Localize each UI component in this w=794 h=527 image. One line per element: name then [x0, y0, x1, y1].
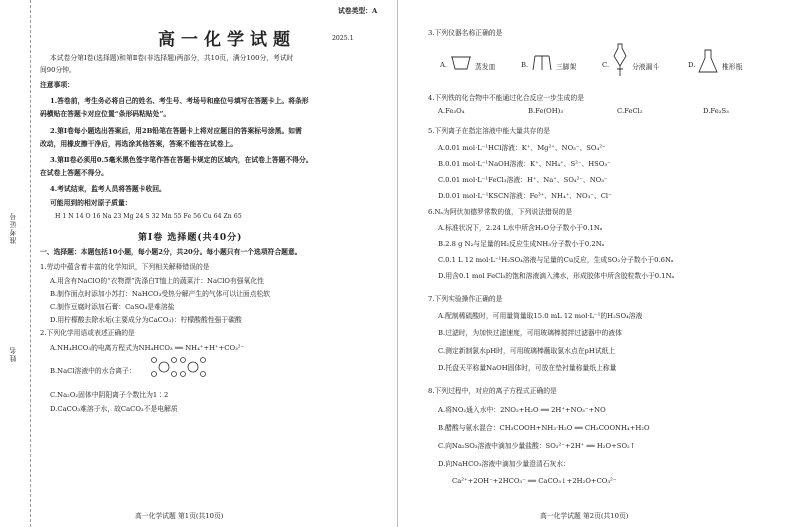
q6-option-b: B.2.8 g N₂与足量的H₂反应生成NH₃分子数小于0.2Nₐ [438, 240, 605, 248]
q8-stem: 8.下列过程中，对应的离子方程式正确的是 [428, 387, 557, 395]
q8-option-d-equation: Ca²⁺+2OH⁻+2HCO₃⁻ ══ CaCO₃↓+2H₂O+CO₃²⁻ [452, 477, 617, 485]
q1-option-d: D.用柠檬酸去除水垢(主要成分为CaCO₃)：柠檬酸酸性强于碳酸 [50, 316, 242, 324]
notice-1b: 码横贴在答题卡对应位置“条形码粘贴处”。 [40, 110, 171, 118]
q3-label-a: 蒸发皿 [475, 63, 496, 71]
q5-stem: 5.下列离子在指定溶液中能大量共存的是 [428, 127, 551, 135]
intro-line-1: 本试卷分第Ⅰ卷(选择题)和第Ⅱ卷(非选择题)两部分，共10页，满分100分，考试时 [50, 54, 294, 62]
q4-stem: 4.下列铁的化合物中不能通过化合反应一步生成的是 [428, 94, 585, 102]
atomic-masses: H 1 N 14 O 16 Na 23 Mg 24 S 32 Mn 55 Fe 56 Cu 64 Zn 65 [55, 213, 242, 220]
q4-option-a: A.Fe₃O₄ [438, 107, 465, 115]
q1-stem: 1.劳动中蕴含着丰富的化学知识，下列相关解释错误的是 [40, 263, 210, 271]
notice-4: 4.考试结束，监考人员将答题卡收回。 [50, 185, 166, 193]
q3-option-b: B. [521, 61, 529, 69]
q2-option-a: A.NH₄HCO₃的电离方程式为NH₄HCO₃ ══ NH₄⁺+H⁺+CO₃²⁻ [50, 344, 245, 352]
paper-type: 试卷类型：A [338, 7, 378, 15]
hydrated-ion-diagram-icon [148, 350, 208, 384]
notice-2a: 2.第Ⅰ卷每小题选出答案后，用2B铅笔在答题卡上将对应题目的答案标号涂黑。如需 [50, 127, 302, 135]
q7-option-c: C.测定新制氯水pH时，可用玻璃棒蘸取氯水点在pH试纸上 [438, 347, 616, 355]
footer-left: 高一化学试题 第1页(共10页) [135, 512, 224, 520]
q2-option-b: B.NaCl溶液中的水合离子： [50, 367, 136, 375]
notice-1a: 1.答卷前，考生务必将自己的姓名、考生号、考场号和座位号填写在答题卡上。将条形 [50, 97, 309, 105]
side-label-name: 姓名 [9, 346, 17, 362]
q2-option-d: D.CaCO₃难溶于水，故CaCO₃不是电解质 [50, 405, 178, 413]
q5-option-a: A.0.01 mol·L⁻¹HCl溶液：K⁺、Mg²⁺、NO₃⁻、SO₄²⁻ [438, 144, 606, 152]
q4-option-d: D.Fe₂S₃ [703, 107, 729, 115]
q3-label-b: 三脚架 [556, 63, 577, 71]
q2-stem: 2.下列化学用语或表述正确的是 [40, 329, 135, 337]
evaporating-dish-icon [450, 52, 472, 72]
q5-option-d: D.0.01 mol·L⁻¹KSCN溶液：Fe³⁺、NH₄⁺、NO₃⁻、Cl⁻ [438, 192, 612, 200]
q6-option-c: C.0.1 L 12 mol·L⁻¹H₂SO₄溶液与足量的Cu反应，生成SO₂分子数小于0.6Nₐ [438, 256, 674, 264]
q1-option-c: C.制作豆腐时添加石膏：CaSO₄是难溶盐 [50, 303, 175, 311]
intro-line-2: 间90分钟。 [40, 66, 76, 74]
exam-date: 2025.1 [332, 35, 354, 42]
q7-option-a: A.配制稀硫酸时，可用量筒量取15.0 mL 12 mol·L⁻¹的H₂SO₄溶液 [438, 312, 643, 320]
q8-option-c: C.向Na₂SO₃溶液中滴加少量盐酸：SO₃²⁻+2H⁺ ══ H₂O+SO₂↑ [438, 442, 636, 450]
q8-option-d: D.向NaHCO₃溶液中滴加少量澄清石灰水： [438, 460, 570, 468]
q3-label-d: 椎形瓶 [722, 63, 743, 71]
page-divider [397, 0, 398, 527]
q3-option-d: D. [688, 61, 696, 69]
q2-option-c: C.Na₂O₂固体中阴阳离子个数比为1∶2 [50, 391, 169, 399]
notice-2b: 改动，用橡皮擦干净后，再选涂其他答案，答案不能答在试卷上。 [40, 140, 238, 148]
q3-option-c: C. [602, 61, 610, 69]
q1-option-a: A.用含有NaClO的“衣物漂”洗涤白T恤上的蔬菜汁：NaClO有强氧化性 [50, 277, 264, 285]
q3-option-a: A. [440, 61, 448, 69]
footer-right: 高一化学试题 第2页(共10页) [540, 512, 629, 520]
page-title: 高一化学试题 [158, 30, 296, 50]
q5-option-c: C.0.01 mol·L⁻¹FeCl₃溶液：H⁺、Na⁺、SO₄²⁻、NO₃⁻ [438, 176, 608, 184]
side-label-exam-number: 准考证号 [9, 212, 17, 244]
q7-option-d: D.托盘天平称量NaOH固体时，可放在垫衬量称量纸上称量 [438, 364, 617, 372]
q4-option-c: C.FeCl₂ [617, 107, 643, 115]
q7-stem: 7.下列实验操作正确的是 [428, 295, 503, 303]
q1-option-b: B.制作面点时添加小苏打：NaHCO₃受热分解产生的气体可以让面点松软 [50, 290, 271, 298]
q6-stem: 6.Nₐ为阿伏加德罗常数的值，下列说法错误的是 [428, 208, 573, 216]
q5-option-b: B.0.01 mol·L⁻¹NaOH溶液：K⁺、NH₄⁺、S²⁻、HSO₃⁻ [438, 160, 611, 168]
q3-label-c: 分液漏斗 [632, 63, 660, 71]
q4-option-b: B.Fe(OH)₃ [528, 107, 564, 115]
q7-option-b: B.过滤时，为加快过滤速度，可用玻璃棒搅拌过滤器中的液体 [438, 329, 622, 337]
binding-line [30, 0, 31, 527]
separatory-funnel-icon [612, 42, 628, 78]
atomic-mass-heading: 可能用到的相对原子质量： [50, 199, 132, 207]
q8-option-b: B.醋酸与氨水混合：CH₃COOH+NH₃·H₂O ══ CH₃COONH₄+H₂O [438, 424, 650, 432]
notice-heading: 注意事项： [40, 81, 74, 89]
section-1-intro: 一、选择题：本题包括10小题，每小题2分，共20分。每小题只有一个选项符合题意。 [40, 248, 302, 256]
q6-option-a: A.标准状况下，2.24 L水中所含H₂O分子数小于0.1Nₐ [438, 224, 603, 232]
q3-stem: 3.下列仪器名称正确的是 [428, 29, 503, 37]
conical-flask-icon [698, 48, 718, 74]
notice-3b: 在试卷上答题不得分。 [40, 169, 108, 177]
tripod-icon [531, 50, 553, 72]
notice-3a: 3.第Ⅱ卷必须用0.5毫米黑色签字笔作答在答题卡规定的区域内，在试卷上答题不得分。 [50, 156, 313, 164]
q6-option-d: D.用含0.1 mol FeCl₃的饱和溶液滴入沸水，形成胶体中所含胶粒数小于0.1Nₐ [438, 272, 675, 280]
section-1-heading: 第Ⅰ卷 选择题(共40分) [138, 233, 243, 243]
q8-option-a: A.将NO₂通入水中：2NO₂+H₂O ══ 2H⁺+NO₃⁻+NO [438, 406, 606, 414]
